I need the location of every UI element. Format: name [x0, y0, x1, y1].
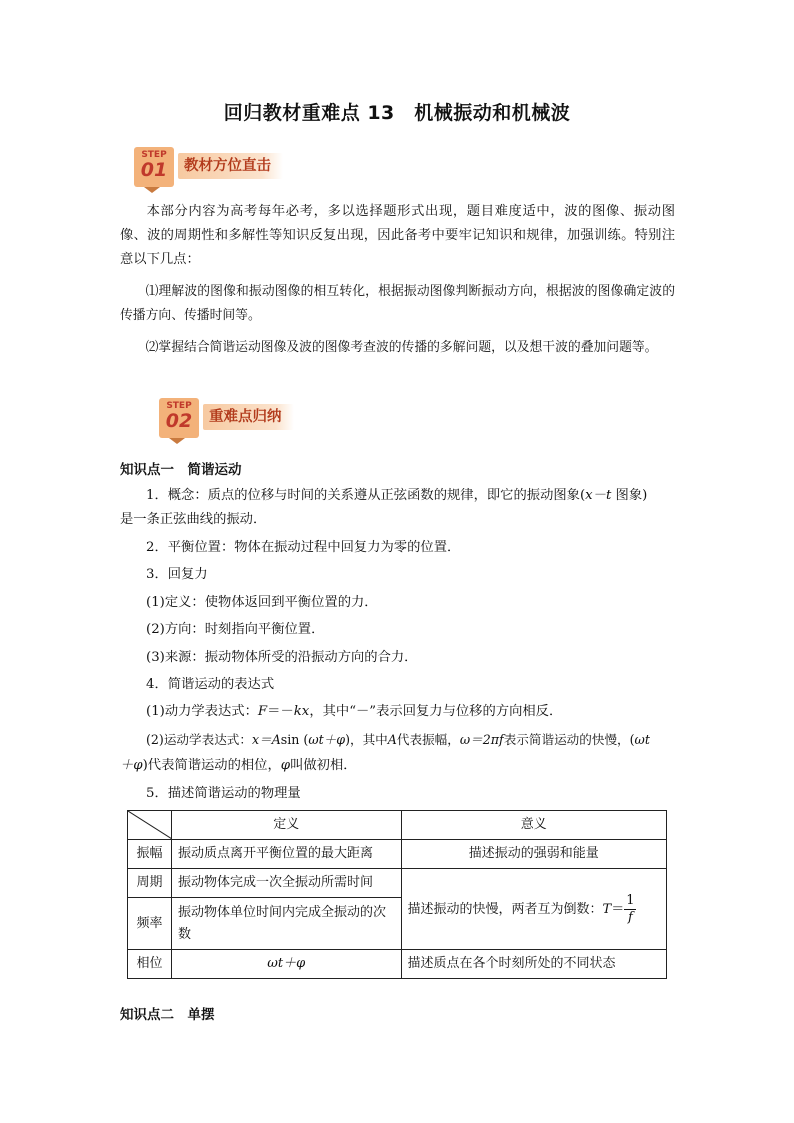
- ribbon-fold-icon: [144, 187, 160, 193]
- diagonal-line-icon: [128, 811, 172, 839]
- expression-heading: 4．简谐运动的表达式: [146, 677, 275, 692]
- formula-eq: ＝: [611, 901, 625, 917]
- kinematics-expression: [146, 728, 650, 752]
- step-number: 02: [165, 410, 193, 432]
- shared-meaning-cell: [401, 869, 667, 950]
- row-definition: 振动物体完成一次全振动所需时间: [171, 869, 401, 898]
- kinematics-expression-2: [120, 754, 357, 778]
- fraction-denominator: f: [627, 909, 633, 925]
- point-1: ⑴理解波的图像和振动图像的相互转化，根据振动图像判断振动方向，根据波的图像确定波的传播方向、传播时间等。: [120, 284, 675, 323]
- concept-line: [146, 484, 647, 508]
- page-title: 回归教材重难点 13 机械振动和机械波: [223, 102, 571, 124]
- row-definition: 振动质点离开平衡位置的最大距离: [171, 840, 401, 869]
- text: 图象): [611, 488, 648, 503]
- text: 代表振幅，: [396, 732, 460, 747]
- math: ＋φ: [120, 758, 143, 773]
- text: (2)运动学表达式：: [146, 732, 252, 747]
- step-tag: [134, 147, 174, 187]
- section-heading-1: 知识点一 简谐运动: [120, 462, 242, 478]
- quantities-heading: 5．描述简谐运动的物理量: [146, 786, 301, 801]
- intro-paragraph: 本部分内容为高考每年必考，多以选择题形式出现，题目难度适中，波的图像、振动图像、波的周期性和多解性等知识反复出现，因此备考中要牢记知识和规律，加强训练。特别注意以下几点：: [120, 204, 675, 267]
- point-2: ⑵掌握结合简谐运动图像及波的图像考查波的传播的多解问题，以及想干波的叠加问题等。: [145, 340, 658, 355]
- concept-line-2: 是一条正弦曲线的振动．: [120, 512, 267, 527]
- table-row: [128, 950, 667, 979]
- step-title: 重难点归纳: [203, 404, 294, 430]
- fraction-numerator: 1: [626, 892, 635, 908]
- quantities-table: [127, 810, 667, 979]
- table-row: [128, 840, 667, 869]
- shared-meaning: 描述振动的快慢，两者互为倒数：: [407, 901, 603, 917]
- row-name: 频率: [128, 898, 172, 950]
- header-definition: 定义: [171, 811, 401, 840]
- math: A: [387, 732, 397, 747]
- text: )，其中: [345, 732, 388, 747]
- restore-definition: (1)定义：使物体返回到平衡位置的力．: [146, 595, 378, 610]
- row-definition: 振动物体单位时间内完成全振动的次数: [171, 898, 401, 950]
- step-label: STEP: [166, 401, 192, 411]
- section-heading-2: 知识点二 单摆: [120, 1007, 215, 1023]
- math: F: [257, 704, 268, 719]
- text: )代表简谐运动的相位，: [142, 758, 281, 773]
- math: x－t: [585, 488, 612, 503]
- step-label: STEP: [141, 150, 167, 160]
- fraction: [624, 893, 636, 926]
- text: (1)动力学表达式：: [146, 704, 258, 719]
- text: 1．概念：质点的位移与时间的关系遵从正弦函数的规律，即它的振动图象(: [146, 488, 586, 503]
- math: kx: [293, 704, 310, 719]
- text: ＝－: [267, 704, 294, 719]
- row-meaning: 描述质点在各个时刻所处的不同状态: [401, 950, 667, 979]
- ribbon-fold-icon: [169, 438, 185, 444]
- diagonal-header-cell: [128, 811, 172, 840]
- math: x＝A: [252, 732, 281, 747]
- text: 叫做初相．: [290, 758, 357, 773]
- restore-direction: (2)方向：时刻指向平衡位置．: [146, 622, 325, 637]
- math: ω＝2πf: [459, 732, 504, 747]
- math: ωt＋φ: [308, 732, 346, 747]
- formula-lhs: T: [602, 901, 612, 917]
- step-tag: [159, 398, 199, 438]
- math: ωt: [634, 732, 650, 747]
- step-title: 教材方位直击: [178, 153, 283, 179]
- row-definition: ωt＋φ: [171, 950, 401, 979]
- math: φ: [280, 758, 291, 773]
- row-name: 周期: [128, 869, 172, 898]
- table-row: [128, 869, 667, 898]
- row-name: 振幅: [128, 840, 172, 869]
- text: ，其中“－”表示回复力与位移的方向相反．: [309, 704, 563, 719]
- dynamics-expression: [146, 700, 562, 724]
- row-name: 相位: [128, 950, 172, 979]
- text: sin (: [280, 732, 309, 747]
- header-meaning: 意义: [401, 811, 667, 840]
- row-meaning: 描述振动的强弱和能量: [401, 840, 667, 869]
- step-number: 01: [140, 159, 168, 181]
- balance-line: 2．平衡位置：物体在振动过程中回复力为零的位置．: [146, 540, 461, 555]
- restore-source: (3)来源：振动物体所受的沿振动方向的合力．: [146, 650, 418, 665]
- table-header-row: [128, 811, 667, 840]
- text: 表示简谐运动的快慢，(: [503, 732, 635, 747]
- restore-heading: 3．回复力: [146, 567, 208, 582]
